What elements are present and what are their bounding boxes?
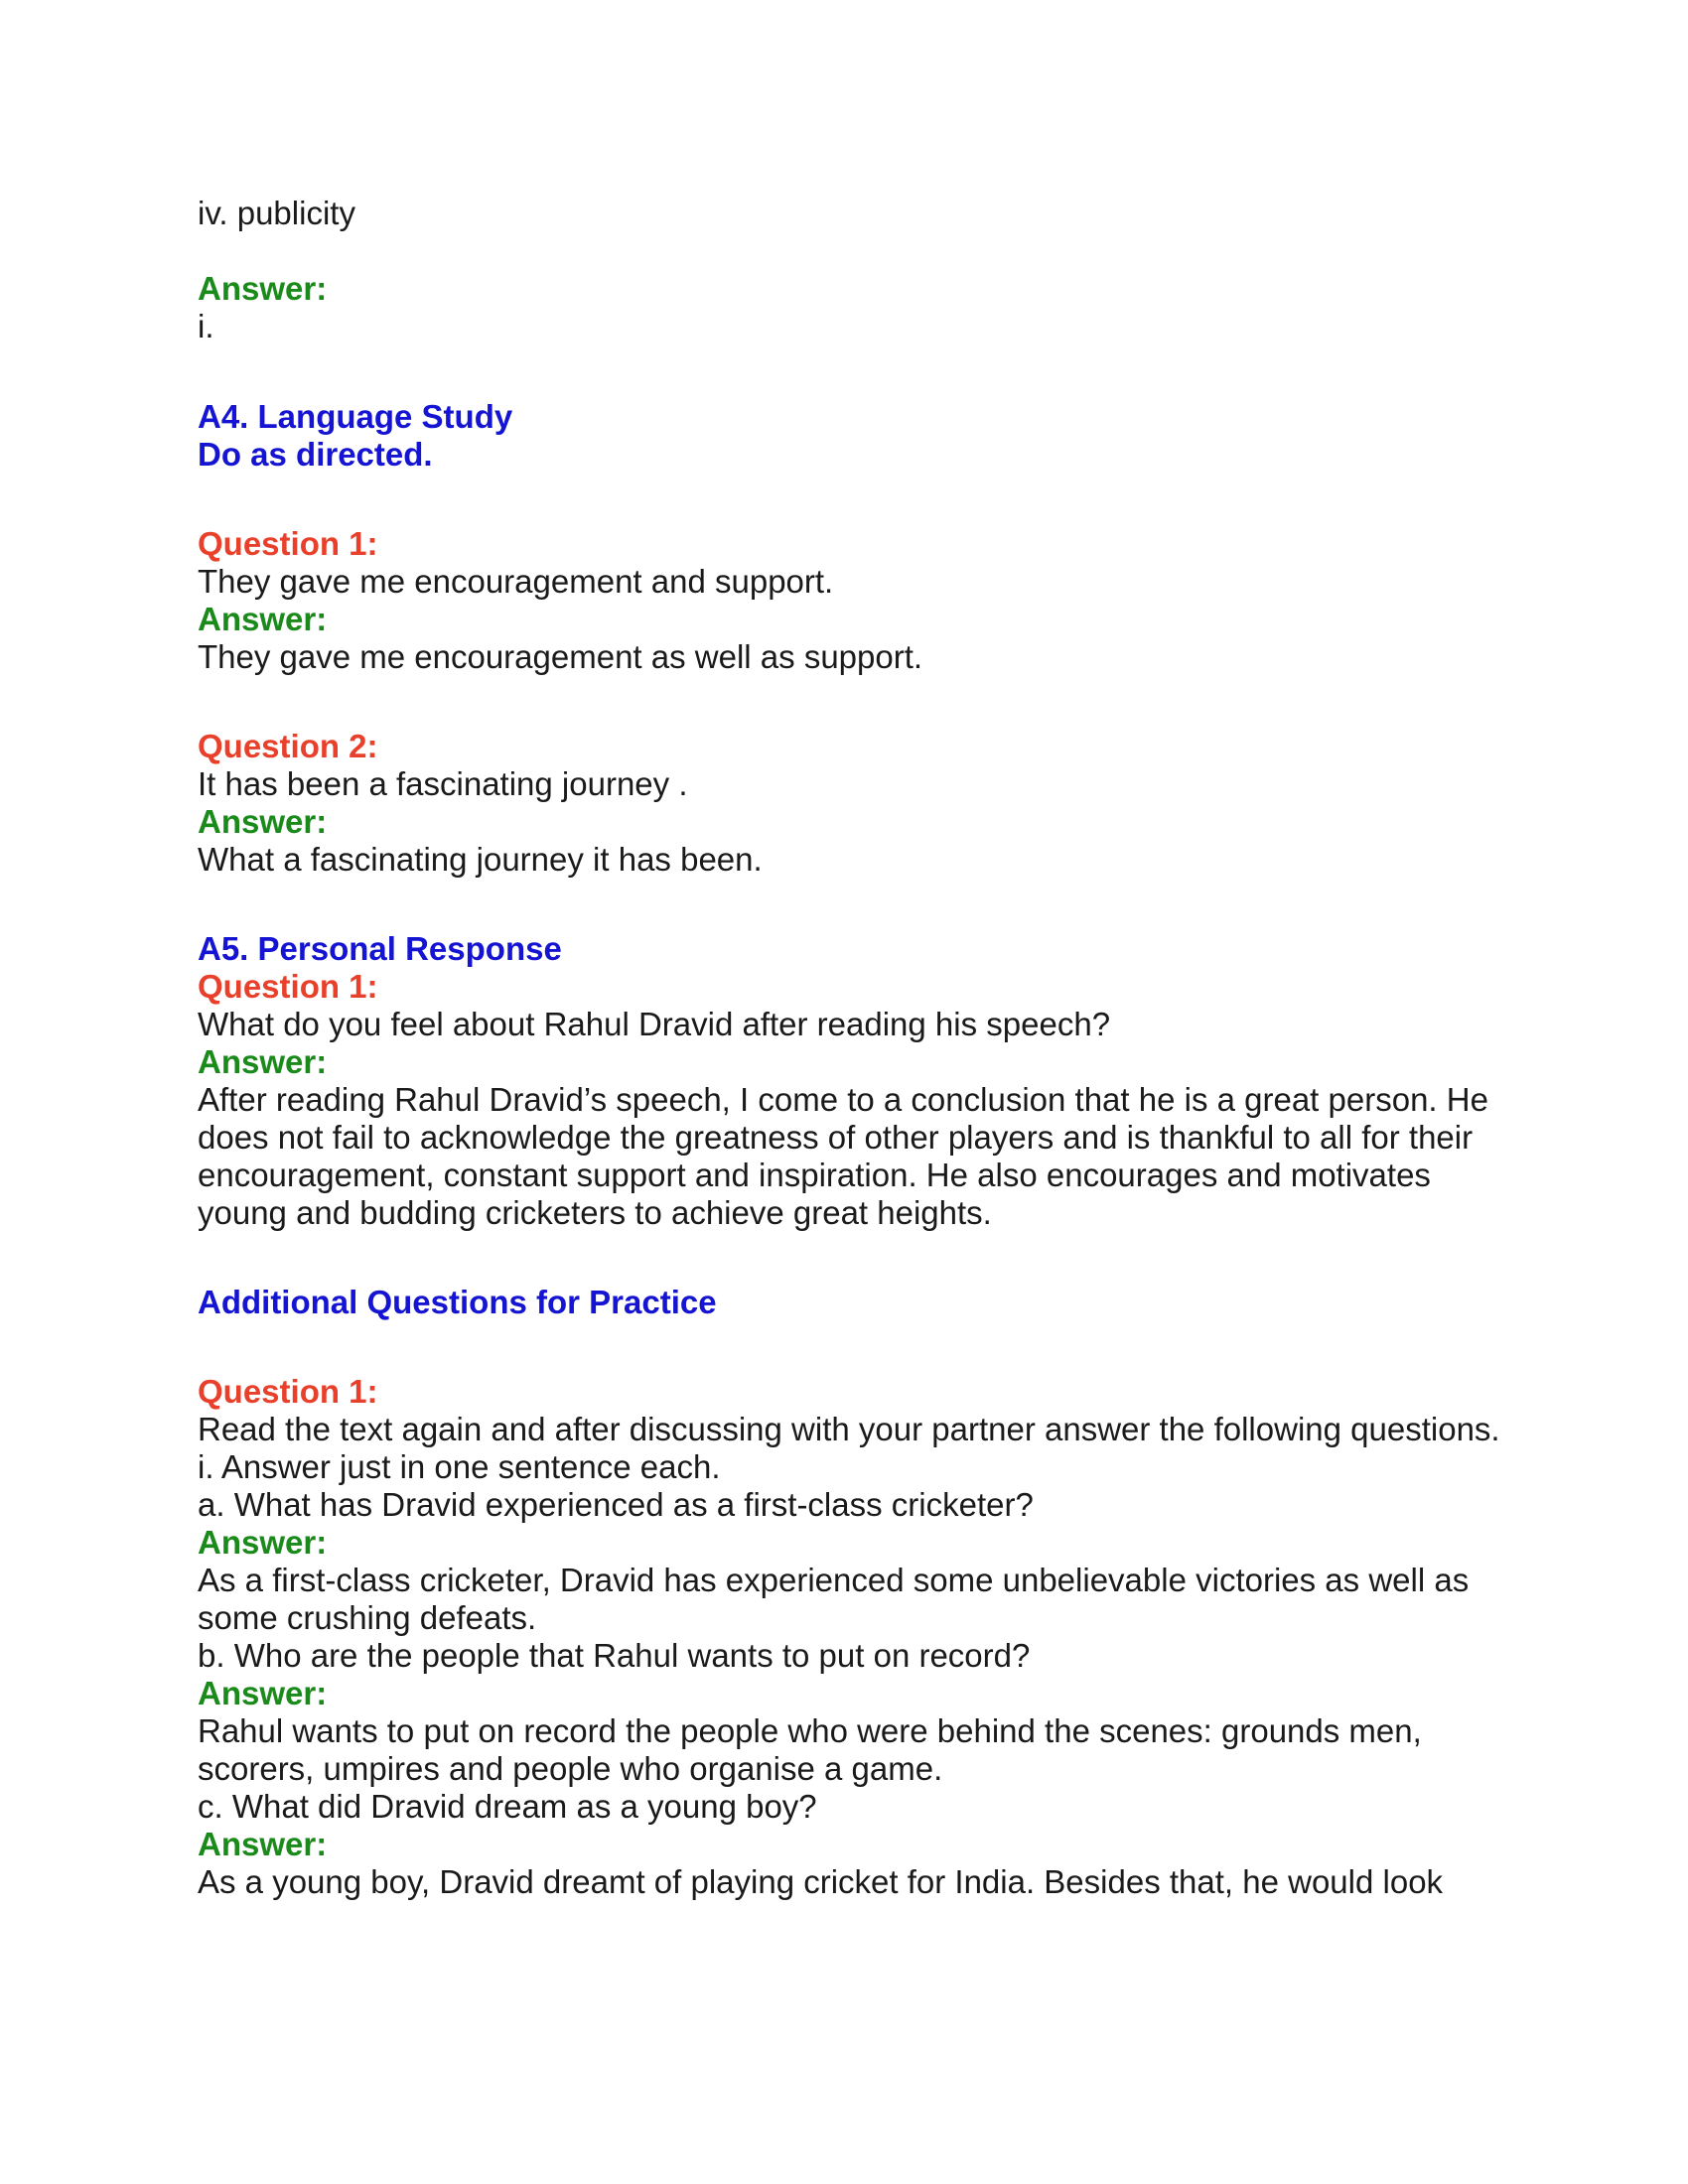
question-label: Question 1:: [198, 1373, 378, 1410]
question-text: It has been a fascinating journey .: [198, 765, 688, 802]
sub-question-c: c. What did Dravid dream as a young boy?: [198, 1788, 817, 1825]
section-heading-additional: Additional Questions for Practice: [198, 1284, 717, 1320]
answer-label: Answer:: [198, 1826, 328, 1862]
question-text: Read the text again and after discussing with your partner answer the following questions.: [198, 1411, 1500, 1447]
answer-text: Rahul wants to put on record the people who were behind the scenes: grounds men, scorers, umpires and people who organise a game.: [198, 1712, 1422, 1787]
question-label: Question 1:: [198, 968, 378, 1005]
question-label: Question 1:: [198, 525, 378, 562]
section-heading-a5: A5. Personal Response: [198, 930, 562, 967]
option-iv: iv. publicity: [198, 195, 355, 231]
answer-text: As a first-class cricketer, Dravid has experienced some unbelievable victories as well as some crushing defeats.: [198, 1562, 1470, 1636]
answer-text: They gave me encouragement as well as support.: [198, 638, 923, 675]
question-text: What do you feel about Rahul Dravid after reading his speech?: [198, 1006, 1111, 1042]
answer-text: i.: [198, 308, 214, 344]
sub-question-b: b. Who are the people that Rahul wants to put on record?: [198, 1637, 1031, 1674]
document-page: [198, 195, 1528, 1901]
answer-label: Answer:: [198, 1524, 328, 1561]
section-subheading-a4: Do as directed.: [198, 436, 433, 473]
instruction-text: i. Answer just in one sentence each.: [198, 1448, 721, 1485]
answer-text: What a fascinating journey it has been.: [198, 841, 763, 878]
answer-text: As a young boy, Dravid dreamt of playing cricket for India. Besides that, he would look: [198, 1863, 1444, 1900]
section-heading-a4: A4. Language Study: [198, 398, 513, 435]
question-label: Question 2:: [198, 728, 378, 764]
answer-label: Answer:: [198, 601, 328, 637]
sub-question-a: a. What has Dravid experienced as a first-class cricketer?: [198, 1486, 1034, 1523]
answer-label: Answer:: [198, 803, 328, 840]
answer-label: Answer:: [198, 270, 328, 307]
answer-text: After reading Rahul Dravid’s speech, I come to a conclusion that he is a great person. He does not fail to acknowledge the greatness of other players and is thankful to all for their encouragement, constant support and inspiration. He also encourages and motivates young and budding cricketers to achieve great heights.: [198, 1081, 1488, 1231]
answer-label: Answer:: [198, 1043, 328, 1080]
question-text: They gave me encouragement and support.: [198, 563, 834, 600]
answer-label: Answer:: [198, 1675, 328, 1711]
